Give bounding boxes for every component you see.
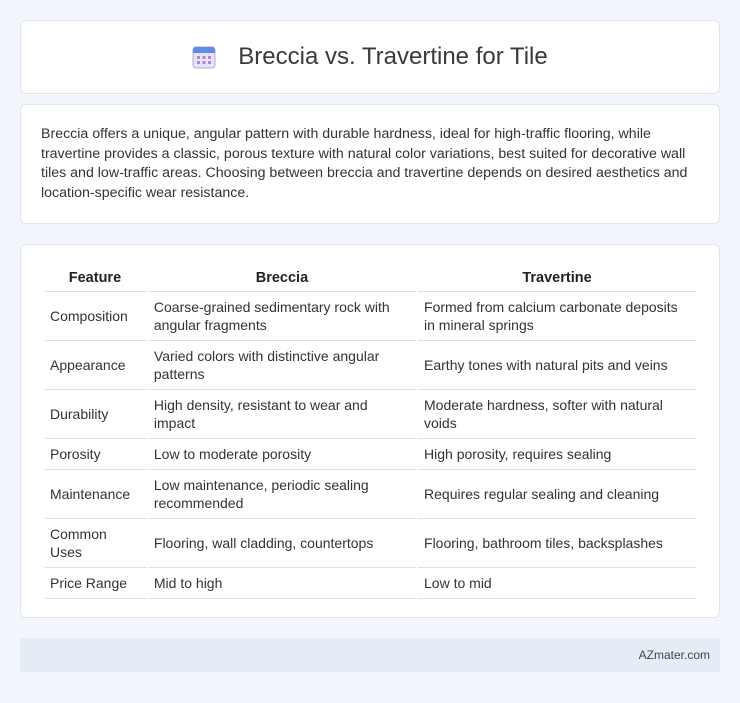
feature-cell: Maintenance	[44, 470, 146, 519]
feature-cell: Durability	[44, 390, 146, 439]
breccia-cell: Coarse-grained sedimentary rock with angular fragments	[148, 292, 416, 341]
header-breccia: Breccia	[148, 265, 416, 292]
table-header-row	[44, 265, 696, 292]
feature-cell: Price Range	[44, 568, 146, 599]
travertine-cell: Formed from calcium carbonate deposits in mineral springs	[418, 292, 696, 341]
breccia-cell: Varied colors with distinctive angular patterns	[148, 341, 416, 390]
title-card	[20, 20, 720, 94]
travertine-cell: Flooring, bathroom tiles, backsplashes	[418, 519, 696, 568]
calendar-icon	[192, 45, 216, 69]
table-row	[44, 439, 696, 470]
summary-text: Breccia offers a unique, angular pattern with durable hardness, ideal for high-traffic flooring, while travertine provides a classic, porous texture with natural color variations, best suited for decorative wall tiles and low-traffic areas. Choosing between breccia and travertine depends on desired aesthetics and location-specific wear resistance.	[41, 126, 688, 201]
travertine-cell: Moderate hardness, softer with natural voids	[418, 390, 696, 439]
table-card	[20, 244, 720, 618]
feature-cell: Appearance	[44, 341, 146, 390]
header-feature: Feature	[44, 265, 146, 292]
footer-site-link[interactable]: AZmater.com	[638, 648, 710, 662]
title-row	[21, 21, 719, 93]
travertine-cell: Requires regular sealing and cleaning	[418, 470, 696, 519]
travertine-cell: Earthy tones with natural pits and veins	[418, 341, 696, 390]
table-row	[44, 341, 696, 390]
header-travertine: Travertine	[418, 265, 696, 292]
table-row	[44, 470, 696, 519]
footer-bar	[20, 638, 720, 672]
feature-cell: Common Uses	[44, 519, 146, 568]
table-row	[44, 292, 696, 341]
breccia-cell: Low maintenance, periodic sealing recommended	[148, 470, 416, 519]
feature-cell: Porosity	[44, 439, 146, 470]
breccia-cell: High density, resistant to wear and impact	[148, 390, 416, 439]
breccia-cell: Mid to high	[148, 568, 416, 599]
breccia-cell: Flooring, wall cladding, countertops	[148, 519, 416, 568]
table-row	[44, 390, 696, 439]
comparison-table	[42, 265, 698, 599]
table-row	[44, 568, 696, 599]
travertine-cell: High porosity, requires sealing	[418, 439, 696, 470]
breccia-cell: Low to moderate porosity	[148, 439, 416, 470]
travertine-cell: Low to mid	[418, 568, 696, 599]
feature-cell: Composition	[44, 292, 146, 341]
summary-card	[20, 104, 720, 224]
page-title: Breccia vs. Travertine for Tile	[238, 43, 548, 70]
table-row	[44, 519, 696, 568]
